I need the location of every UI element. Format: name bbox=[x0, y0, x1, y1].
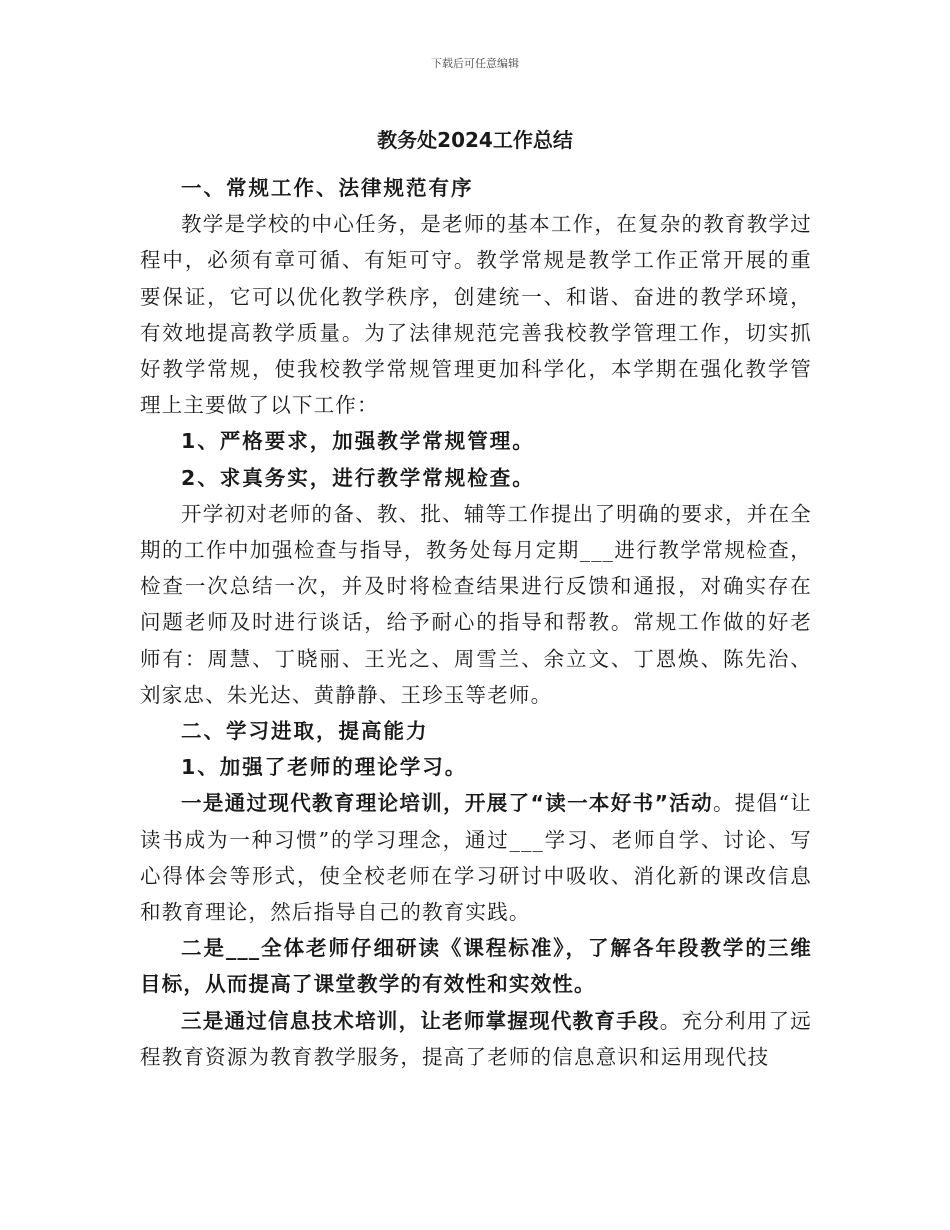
blank-underscore: ___ bbox=[509, 827, 544, 852]
blank-underscore: ___ bbox=[579, 538, 615, 563]
paragraph-4 bbox=[140, 930, 812, 1002]
paragraph-3 bbox=[140, 785, 812, 930]
paragraph-3-part-a: 。提倡“让读书成为一种习惯”的学习理念，通过 bbox=[140, 791, 812, 852]
paragraph-5-bold: 三是通过信息技术培训，让老师掌握现代教育手段 bbox=[181, 1008, 660, 1033]
subheading-1-1: 1、严格要求，加强教学常规管理。 bbox=[181, 429, 535, 454]
paragraph-4-part-b: 全体老师仔细研读《课程标准》，了解各年段教学的三维目标，从而提高了课堂教学的有效性和实效性。 bbox=[140, 936, 813, 997]
section-heading-1: 一、常规工作、法律规范有序 bbox=[181, 176, 474, 200]
subheading-1-2: 2、求真务实，进行教学常规检查。 bbox=[181, 465, 535, 490]
section-heading-2: 二、学习进取，提高能力 bbox=[181, 719, 429, 744]
paragraph-3-part-b: 学习、老师自学、讨论、写心得体会等形式，使全校老师在学习研讨中吸收、消化新的课改信息和教育理论，然后指导自己的教育实践。 bbox=[140, 827, 812, 925]
document-title: 教务处2024工作总结 bbox=[377, 128, 573, 152]
header-note: 下载后可任意编辑 bbox=[431, 57, 519, 70]
paragraph-5-text: 。充分利用了远程教育资源为教育教学服务，提高了老师的信息意识和运用现代技 bbox=[140, 1008, 812, 1069]
blank-underscore: ___ bbox=[225, 936, 261, 961]
paragraph-2-part-a: 开学初对老师的备、教、批、辅等工作提出了明确的要求，并在全期的工作中加强检查与指导，教务处每月定期 bbox=[140, 501, 812, 563]
paragraph-2 bbox=[140, 496, 812, 713]
subheading-2-1: 1、加强了老师的理论学习。 bbox=[181, 755, 468, 780]
paragraph-2-part-b: 进行教学常规检查，检查一次总结一次，并及时将检查结果进行反馈和通报，对确实存在问题老师及时进行谈话，给予耐心的指导和帮教。常规工作做的好老师有：周慧、丁晓丽、王光之、周雪兰、余立文、丁恩焕、陈先治、刘家忠、朱光达、黄静静、王珍玉等老师。 bbox=[140, 538, 812, 707]
paragraph-5 bbox=[140, 1003, 812, 1075]
paragraph-3-bold: 一是通过现代教育理论培训，开展了“读一本好书”活动 bbox=[181, 791, 713, 816]
paragraph-4-part-a: 二是 bbox=[181, 936, 226, 961]
document-body bbox=[140, 170, 812, 1075]
paragraph-1: 教学是学校的中心任务，是老师的基本工作，在复杂的教育教学过程中，必须有章可循、有矩可守。教学常规是教学工作正常开展的重要保证，它可以优化教学秩序，创建统一、和谐、奋进的教学环境，有效地提高教学质量。为了法律规范完善我校教学管理工作，切实抓好教学常规，使我校教学常规管理更加科学化，本学期在强化教学管理上主要做了以下工作： bbox=[140, 212, 812, 418]
